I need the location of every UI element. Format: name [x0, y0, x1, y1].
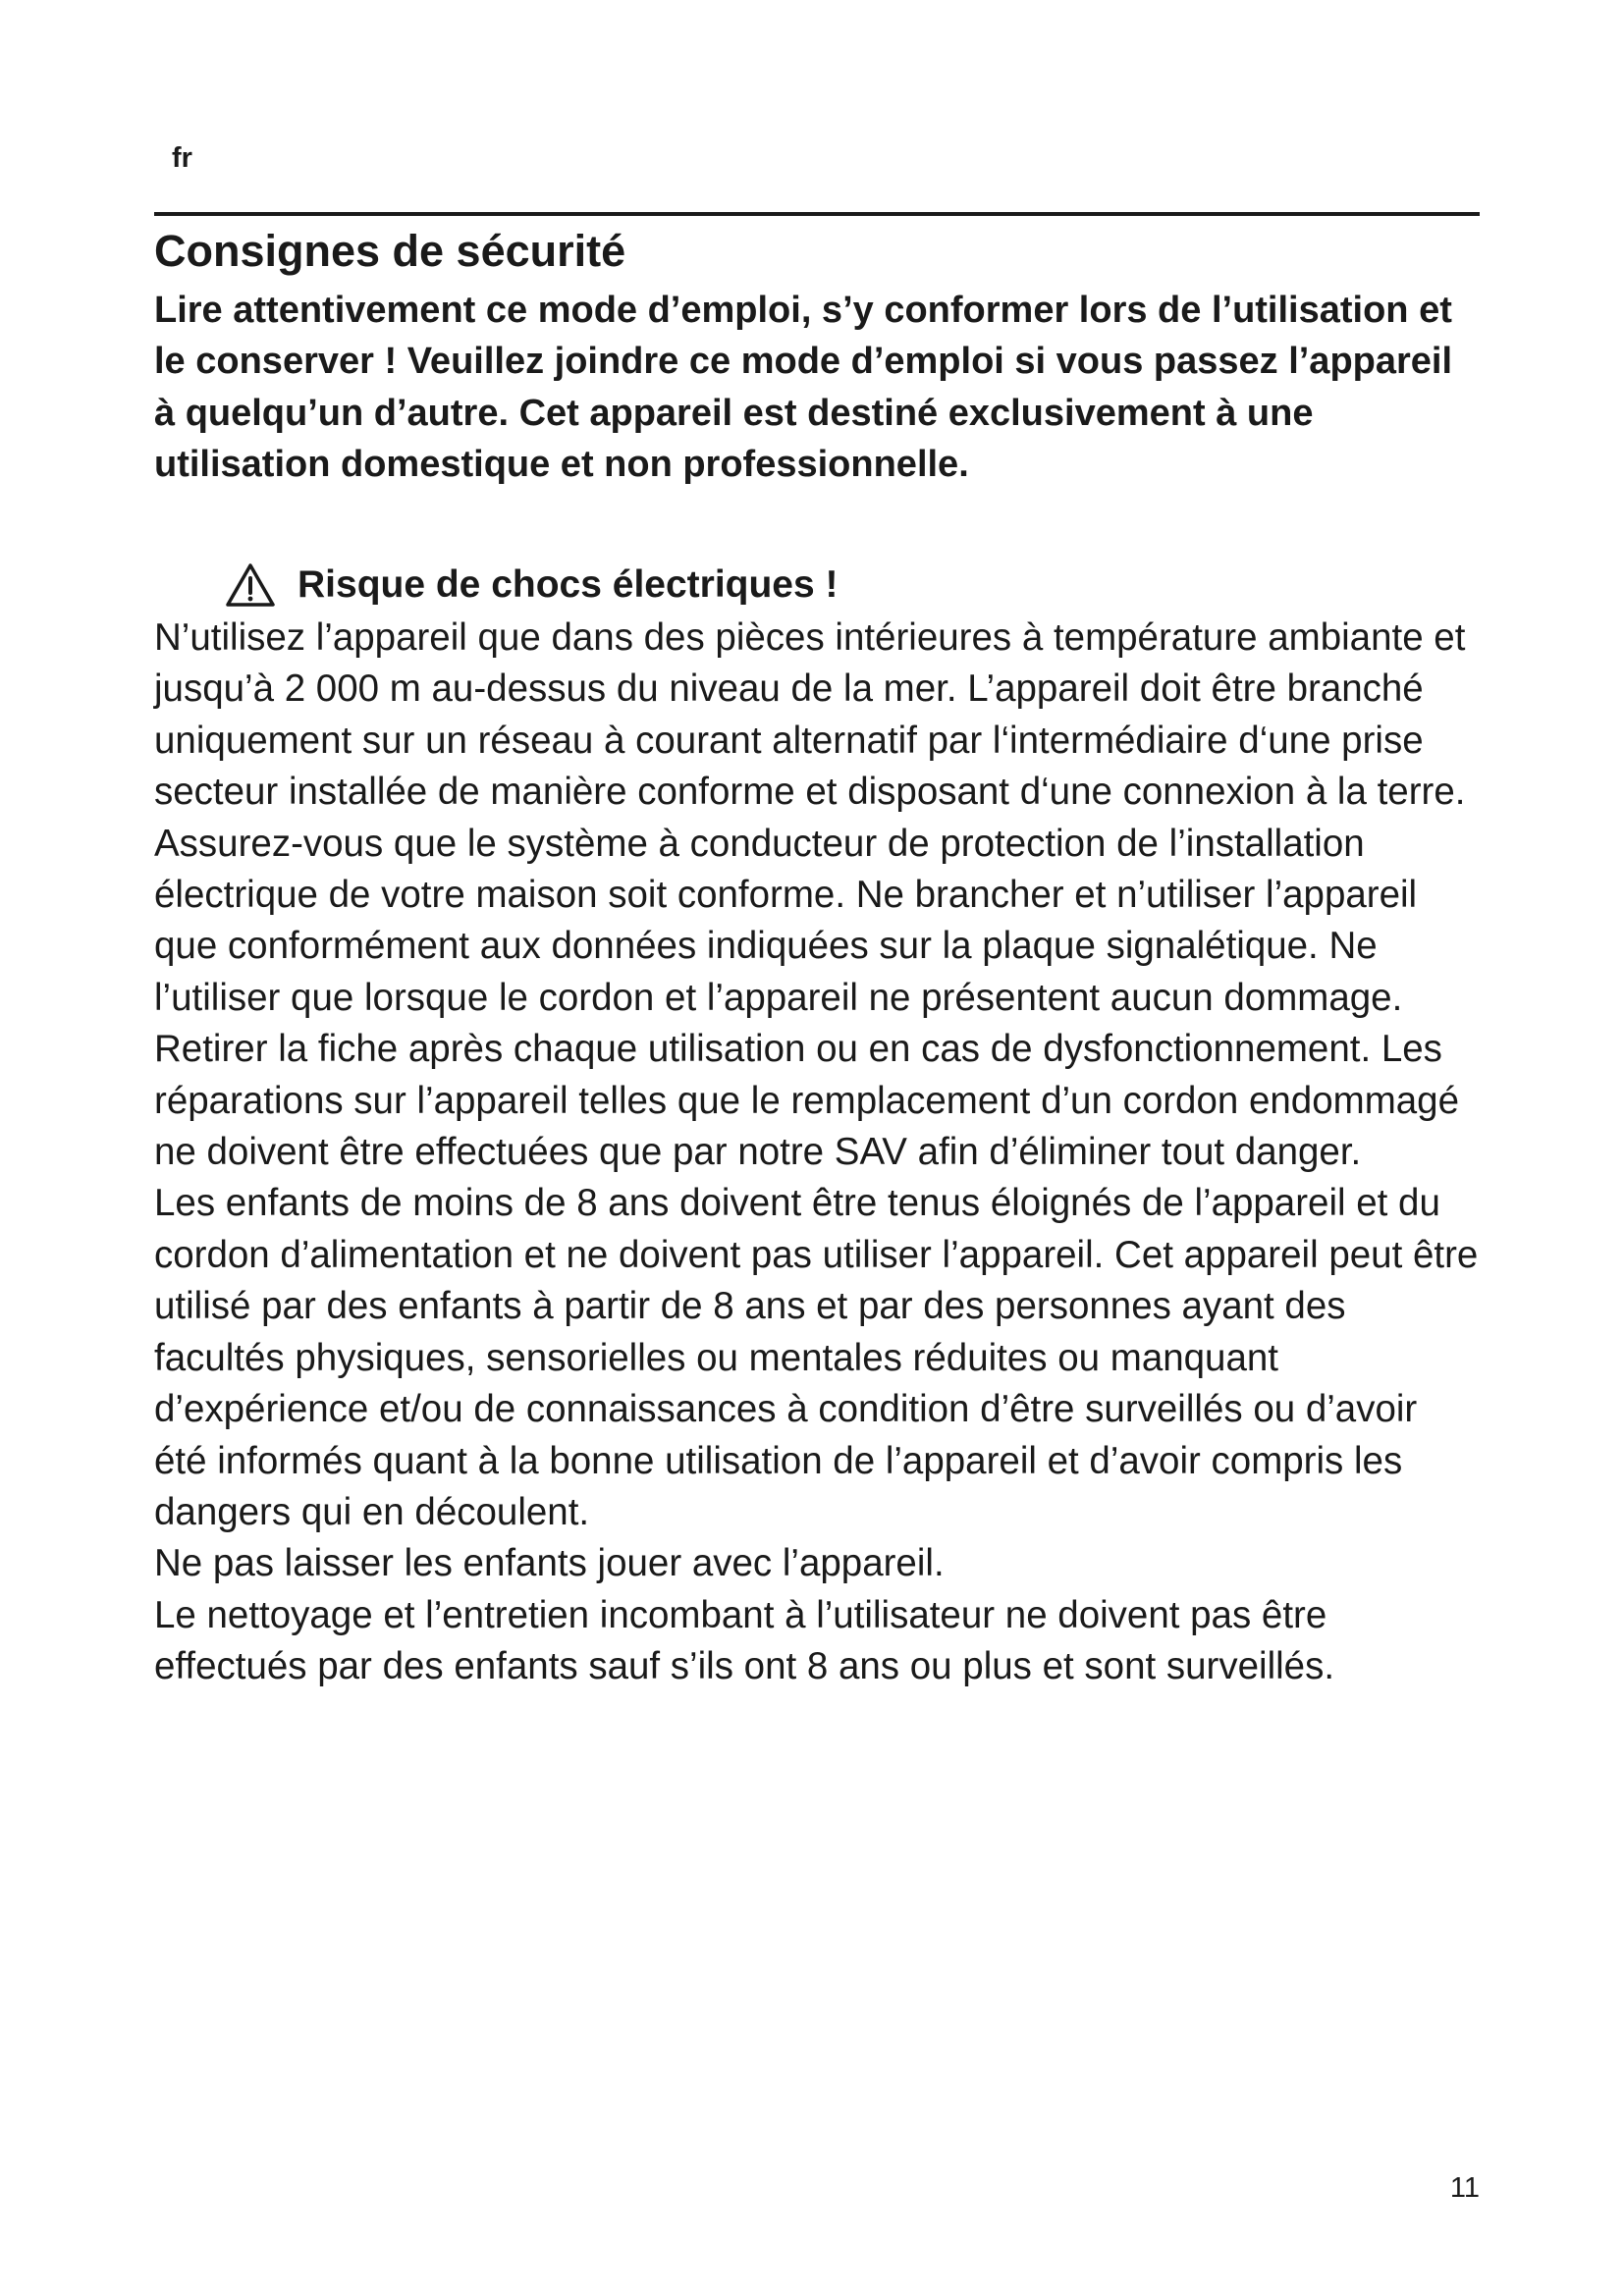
section-title: Consignes de sécurité	[154, 226, 626, 276]
paragraph-electrical: N’utilisez l’appareil que dans des pièces intérieures à température ambiante et jusqu’à 2 000 m au-dessus du niveau de la mer. L’appareil doit être branché uniquement sur un réseau à courant alternatif par l‘intermédiaire d‘une prise secteur installée de manière conforme et disposant d‘une connexion à la terre. Assurez-vous que le système à conducteur de protection de l’installation électrique de votre maison soit conforme. Ne brancher et n’utiliser l’appareil que conformément aux données indiquées sur la plaque signalétique. Ne l’utiliser que lorsque le cordon et l’appareil ne présentent aucun dommage. Retirer la fiche après chaque utilisation ou en cas de dysfonctionnement. Les réparations sur l’appareil telles que le remplacement d’un cordon endommagé ne doivent être effectuées que par notre SAV afin d’éliminer tout danger.	[154, 616, 1466, 1174]
manual-page	[154, 0, 1480, 2296]
intro-paragraph: Lire attentivement ce mode d’emploi, s’y conformer lors de l’utilisation et le conserver ! Veuillez joindre ce mode d’emploi si vous passez l’appareil à quelqu’un d’autre. Cet appareil est destiné exclusivement à une utilisation domestique et non professionnelle.	[154, 290, 1453, 486]
warning-triangle-icon	[225, 562, 276, 608]
paragraph-children-play: Ne pas laisser les enfants jouer avec l’appareil.	[154, 1542, 945, 1585]
paragraph-children-use: Les enfants de moins de 8 ans doivent être tenus éloignés de l’appareil et du cordon d’alimentation et ne doivent pas utiliser l’appareil. Cet appareil peut être utilisé par des enfants à partir de 8 ans et par des personnes ayant des facultés physiques, sensorielles ou mentales réduites ou manquant d’expérience et/ou de connaissances à condition d’être surveillés ou d’avoir été informés quant à la bonne utilisation de l’appareil et d’avoir compris les dangers qui en découlent.	[154, 1182, 1479, 1533]
header-divider	[154, 212, 1480, 216]
warning-heading	[225, 558, 839, 613]
language-tag: fr	[172, 142, 192, 174]
page-number: 11	[1449, 2172, 1480, 2204]
warning-label: Risque de chocs électriques !	[298, 563, 839, 606]
safety-text	[154, 613, 1480, 1693]
paragraph-cleaning: Le nettoyage et l’entretien incombant à l’utilisateur ne doivent pas être effectués par des enfants sauf s’ils ont 8 ans ou plus et sont surveillés.	[154, 1593, 1335, 1688]
